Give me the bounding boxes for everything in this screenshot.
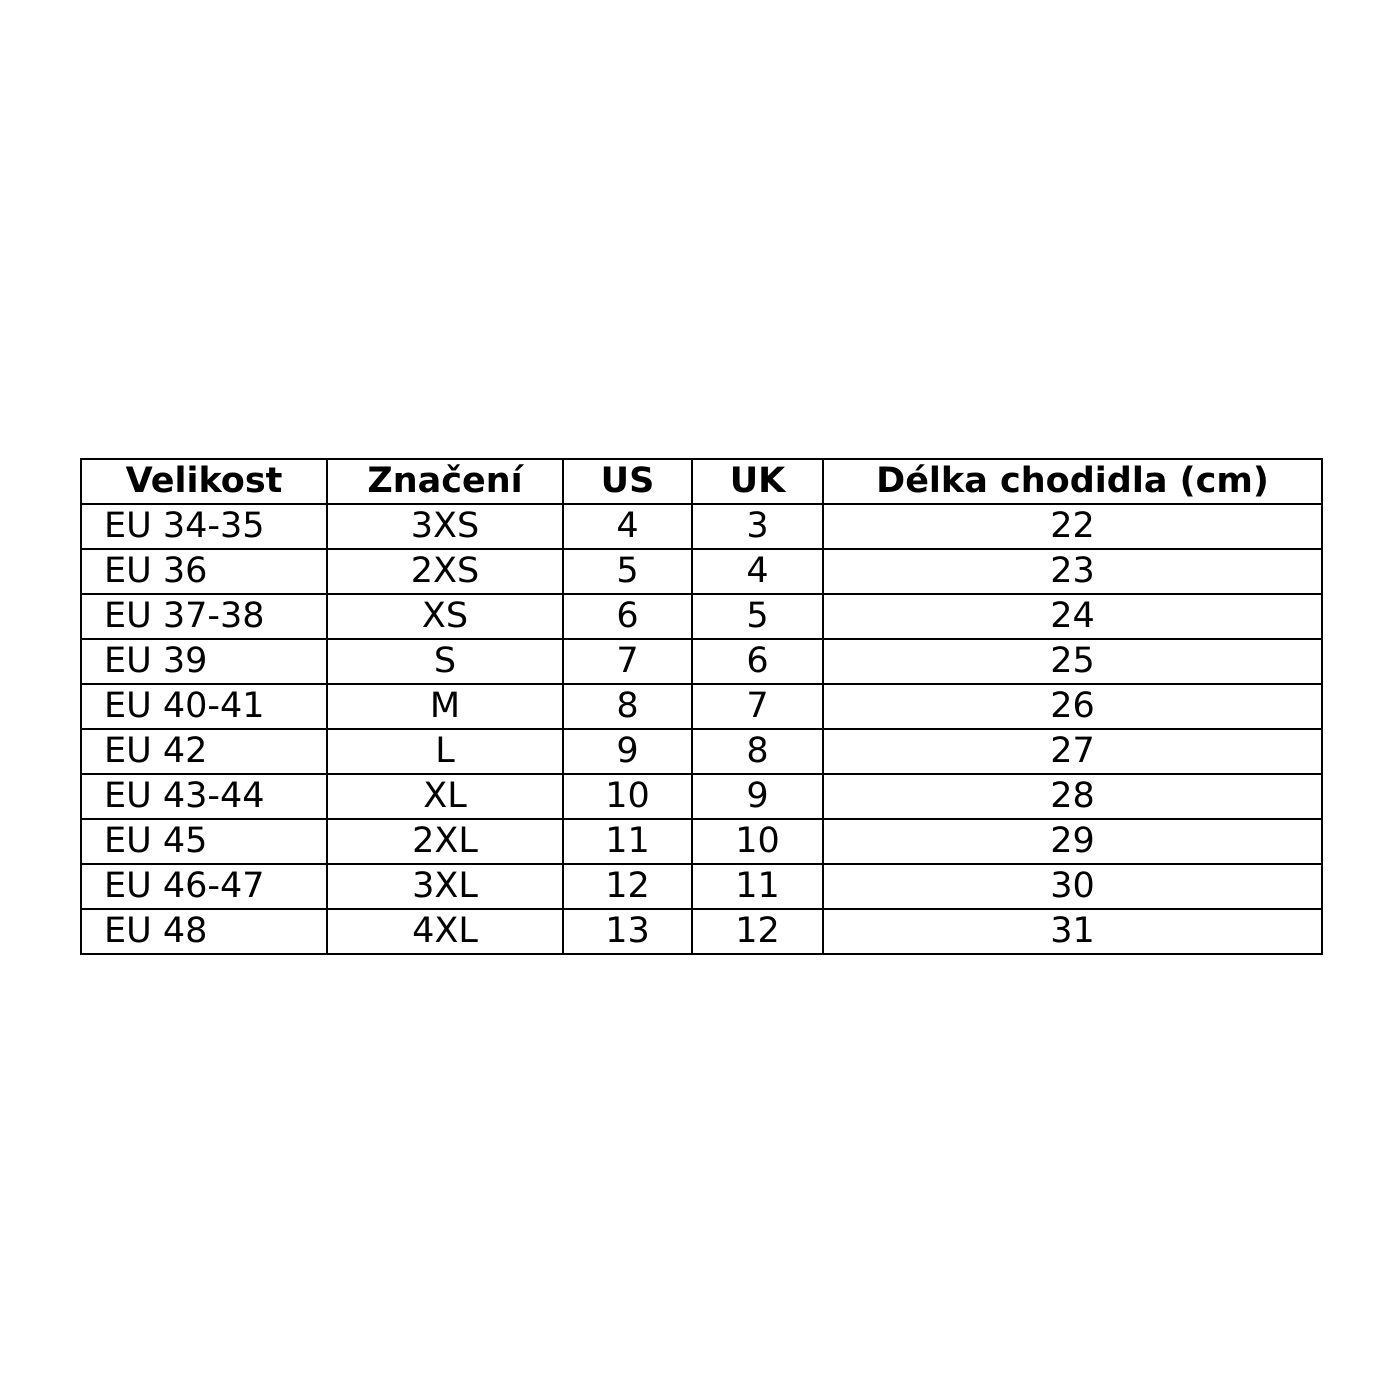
cell-uk: 6 — [692, 639, 823, 684]
cell-marking: L — [327, 729, 563, 774]
cell-foot-length: 27 — [823, 729, 1322, 774]
size-chart-table — [80, 458, 1323, 955]
cell-foot-length: 23 — [823, 549, 1322, 594]
cell-us: 5 — [563, 549, 692, 594]
cell-uk: 11 — [692, 864, 823, 909]
cell-uk: 9 — [692, 774, 823, 819]
cell-eu-size: EU 43-44 — [81, 774, 327, 819]
cell-foot-length: 29 — [823, 819, 1322, 864]
header-znaceni: Značení — [327, 459, 563, 504]
cell-uk: 7 — [692, 684, 823, 729]
cell-us: 8 — [563, 684, 692, 729]
cell-marking: 4XL — [327, 909, 563, 954]
cell-eu-size: EU 37-38 — [81, 594, 327, 639]
header-uk: UK — [692, 459, 823, 504]
cell-eu-size: EU 40-41 — [81, 684, 327, 729]
cell-eu-size: EU 39 — [81, 639, 327, 684]
cell-us: 13 — [563, 909, 692, 954]
cell-us: 11 — [563, 819, 692, 864]
cell-foot-length: 24 — [823, 594, 1322, 639]
table-row — [81, 594, 1322, 639]
cell-eu-size: EU 45 — [81, 819, 327, 864]
cell-eu-size: EU 34-35 — [81, 504, 327, 549]
header-us: US — [563, 459, 692, 504]
cell-uk: 10 — [692, 819, 823, 864]
cell-foot-length: 25 — [823, 639, 1322, 684]
cell-eu-size: EU 46-47 — [81, 864, 327, 909]
table-row — [81, 684, 1322, 729]
cell-us: 12 — [563, 864, 692, 909]
cell-us: 10 — [563, 774, 692, 819]
cell-us: 7 — [563, 639, 692, 684]
table-header-row — [81, 459, 1322, 504]
header-velikost: Velikost — [81, 459, 327, 504]
table-row — [81, 909, 1322, 954]
cell-us: 4 — [563, 504, 692, 549]
cell-marking: 3XS — [327, 504, 563, 549]
cell-marking: 3XL — [327, 864, 563, 909]
cell-marking: XL — [327, 774, 563, 819]
cell-us: 9 — [563, 729, 692, 774]
cell-eu-size: EU 48 — [81, 909, 327, 954]
cell-foot-length: 30 — [823, 864, 1322, 909]
table-row — [81, 774, 1322, 819]
cell-uk: 8 — [692, 729, 823, 774]
cell-foot-length: 28 — [823, 774, 1322, 819]
cell-foot-length: 31 — [823, 909, 1322, 954]
table-row — [81, 549, 1322, 594]
table-row — [81, 819, 1322, 864]
cell-marking: M — [327, 684, 563, 729]
cell-uk: 4 — [692, 549, 823, 594]
cell-eu-size: EU 36 — [81, 549, 327, 594]
cell-marking: S — [327, 639, 563, 684]
table-row — [81, 864, 1322, 909]
cell-eu-size: EU 42 — [81, 729, 327, 774]
cell-foot-length: 22 — [823, 504, 1322, 549]
table-row — [81, 729, 1322, 774]
header-foot-length: Délka chodidla (cm) — [823, 459, 1322, 504]
table-row — [81, 639, 1322, 684]
table-row — [81, 504, 1322, 549]
cell-us: 6 — [563, 594, 692, 639]
cell-foot-length: 26 — [823, 684, 1322, 729]
cell-marking: 2XS — [327, 549, 563, 594]
cell-marking: 2XL — [327, 819, 563, 864]
cell-uk: 3 — [692, 504, 823, 549]
cell-marking: XS — [327, 594, 563, 639]
cell-uk: 12 — [692, 909, 823, 954]
cell-uk: 5 — [692, 594, 823, 639]
